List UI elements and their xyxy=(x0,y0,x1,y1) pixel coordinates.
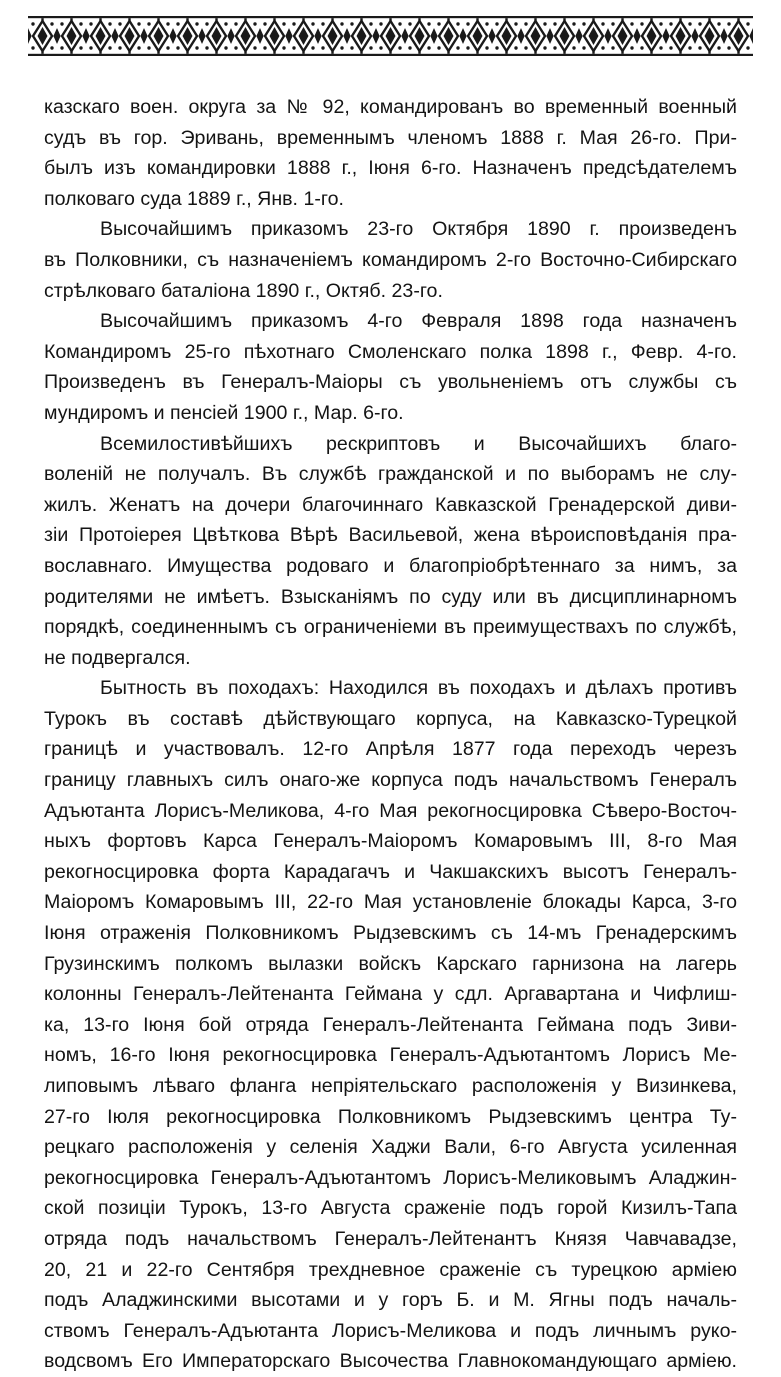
text-line: водсвомъ Его Императорскаго Высочества Главнокомандующаго арміею. xyxy=(44,1350,737,1373)
text-line: Турокъ въ составѣ дѣйствующаго корпуса, на Кавказско-Турецкой xyxy=(44,707,737,730)
text-line: рекогносцировка форта Карадагачъ и Чакшакскихъ высотъ Генералъ- xyxy=(44,860,737,883)
text-line: подъ Аладжинскими высотами и у горъ Б. и М. Ягны подъ началь- xyxy=(44,1289,737,1312)
text-line: Высочайшимъ приказомъ 4-го Февраля 1898 года назначенъ xyxy=(100,310,737,333)
text-line: мундиромъ и пенсіей 1900 г., Мар. 6-го. xyxy=(44,401,404,424)
text-line: границу главныхъ силъ онаго-же корпуса подъ начальствомъ Генералъ xyxy=(44,769,737,792)
text-line: колонны Генералъ-Лейтенанта Геймана у сдл. Аргавартана и Чифлиш- xyxy=(44,983,737,1006)
paragraph-promotion-general xyxy=(44,306,737,428)
text-line: зіи Протоіерея Цвѣткова Вѣрѣ Васильевой, жена вѣроисповѣданія пра- xyxy=(44,524,737,547)
text-line: казскаго воен. округа за № 92, командированъ во временный военный xyxy=(44,96,737,118)
text-line: рецкаго расположенія у селенія Хаджи Вали, 6-го Августа усиленная xyxy=(44,1136,737,1159)
paragraph-campaigns xyxy=(44,673,737,1377)
text-line: ской позиціи Турокъ, 13-го Августа сраженіе подъ горой Кизилъ-Тапа xyxy=(44,1197,737,1220)
text-line: ныхъ фортовъ Карса Генералъ-Маіоромъ Комаровымъ III, 8-го Мая xyxy=(44,830,737,853)
text-line: Произведенъ въ Генералъ-Маіоры съ увольненіемъ отъ службы съ xyxy=(44,371,737,394)
text-line: порядкѣ, соединеннымъ съ ограниченіеми въ преимуществахъ по службѣ, xyxy=(44,616,737,639)
text-line: судъ въ гор. Эривань, временнымъ членомъ 1888 г. Мая 26-го. При- xyxy=(44,126,737,149)
paragraph-promotion-colonel xyxy=(44,214,737,306)
text-line: вославнаго. Имущества родоваго и благопріобрѣтеннаго за нимъ, за xyxy=(44,554,737,577)
text-line: номъ, 16-го Іюня рекогносцировка Генералъ-Адъютантомъ Лорисъ Ме- xyxy=(44,1044,737,1067)
text-line: Всемилостивѣйшихъ рескриптовъ и Высочайшихъ благо- xyxy=(100,432,737,455)
decorative-ornament-band xyxy=(28,14,753,58)
text-line: липовымъ лѣваго фланга непріятельскаго расположенія у Визинкева, xyxy=(44,1075,737,1097)
text-line: ствомъ Генералъ-Адъютанта Лорисъ-Меликова и подъ личнымъ руко- xyxy=(44,1319,737,1342)
text-line: родителями не имѣетъ. Взысканіямъ по суду или въ дисциплинарномъ xyxy=(44,585,737,608)
text-line: границѣ и участвовалъ. 12-го Апрѣля 1877 года переходъ черезъ xyxy=(44,738,737,761)
text-line: Маіоромъ Комаровымъ III, 22-го Мая установленіе блокады Карса, 3-го xyxy=(44,891,737,914)
text-line: въ Полковники, съ назначеніемъ командиромъ 2-го Восточно-Сибирскаго xyxy=(44,248,737,271)
text-line: отряда подъ начальствомъ Генералъ-Лейтенантъ Князя Чавчавадзе, xyxy=(44,1227,737,1250)
paragraph-service-record xyxy=(44,92,737,214)
text-line: 20, 21 и 22-го Сентября трехдневное сраженіе съ турецкою арміею xyxy=(44,1258,737,1281)
text-line: рекогносцировка Генералъ-Адъютантомъ Лорисъ-Меликовымъ Аладжин- xyxy=(44,1166,737,1189)
text-line: 27-го Іюля рекогносцировка Полковникомъ Рыдзевскимъ центра Ту- xyxy=(44,1105,737,1128)
text-line: стрѣлковаго баталіона 1890 г., Октяб. 23-го. xyxy=(44,279,443,302)
text-line: Бытность въ походахъ: Находился въ походахъ и дѣлахъ противъ xyxy=(100,677,737,700)
paragraph-personal-info xyxy=(44,429,737,674)
text-line: воленій не получалъ. Въ службѣ гражданской и по выборамъ не слу- xyxy=(44,463,737,486)
text-line: не подвергался. xyxy=(44,646,191,669)
text-line: ка, 13-го Іюня бой отряда Генералъ-Лейтенанта Геймана подъ Зиви- xyxy=(44,1013,737,1036)
text-line: жилъ. Женатъ на дочери благочиннаго Кавказской Гренадерской диви- xyxy=(44,493,737,516)
text-line: былъ изъ командировки 1888 г., Іюня 6-го. Назначенъ предсѣдателемъ xyxy=(44,157,737,180)
text-line: Адъютанта Лорисъ-Меликова, 4-го Мая рекогносцировка Сѣверо-Восточ- xyxy=(44,799,737,822)
page-body xyxy=(44,92,737,1377)
text-line: Командиромъ 25-го пѣхотнаго Смоленскаго полка 1898 г., Февр. 4-го. xyxy=(44,340,737,363)
text-line: полковаго суда 1889 г., Янв. 1-го. xyxy=(44,187,344,210)
text-line: Высочайшимъ приказомъ 23-го Октября 1890 г. произведенъ xyxy=(100,218,737,241)
text-line: Іюня отраженія Полковникомъ Рыдзевскимъ съ 14-мъ Гренадерскимъ xyxy=(44,922,737,945)
text-line: Грузинскимъ полкомъ вылазки войскъ Карскаго гарнизона на лагерь xyxy=(44,952,737,975)
